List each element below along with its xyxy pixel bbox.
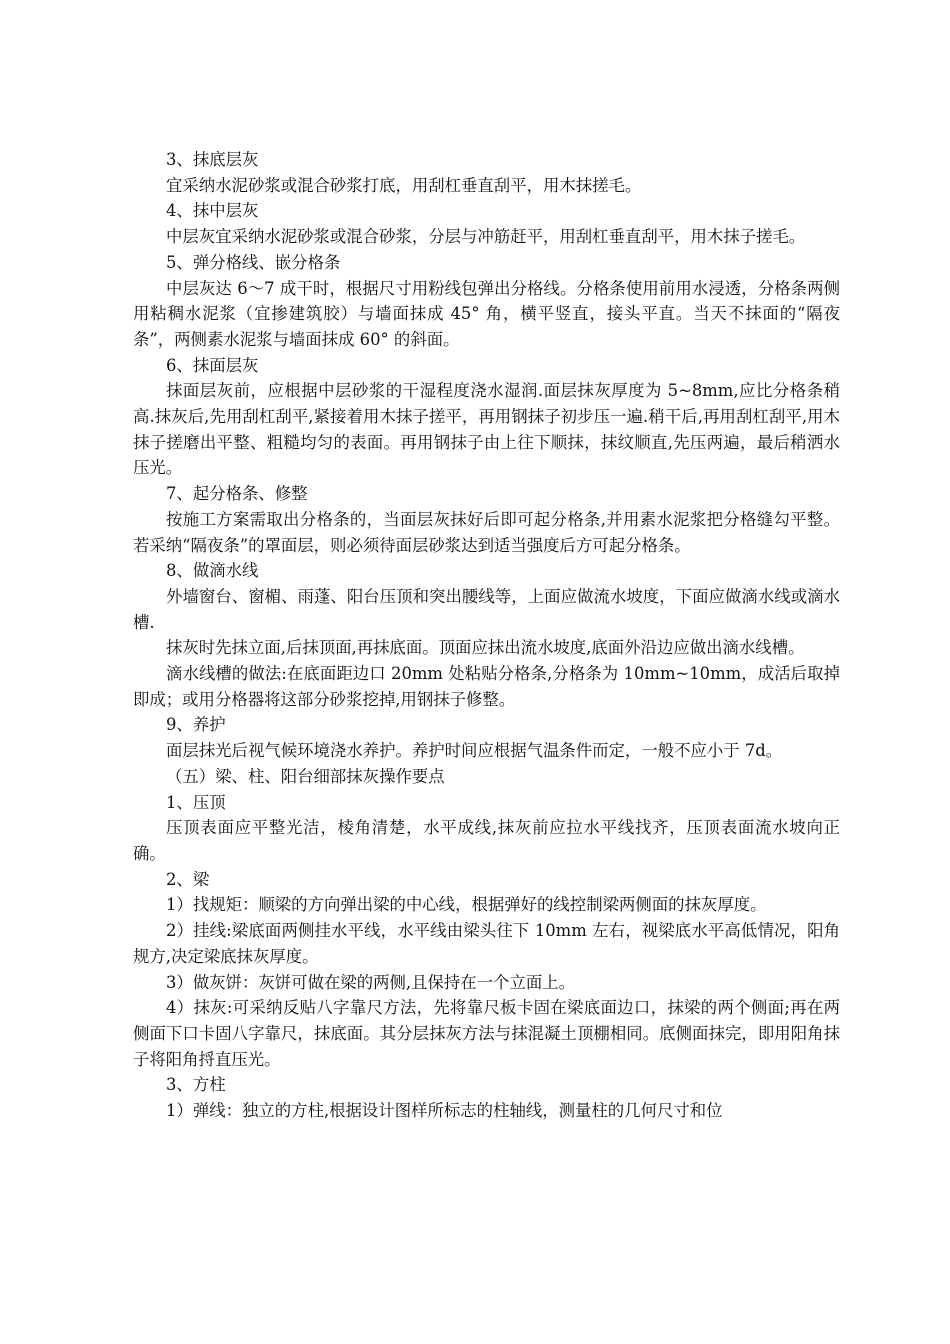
- heading-remove-strips: 7、起分格条、修整: [166, 484, 308, 504]
- heading-base-coat: 3、抹底层灰: [166, 150, 259, 169]
- paragraph-dividing-lines: 中层灰达 6～7 成干时，根据尺寸用粉线包弹出分格线。分格条使用前用水浸透，分格条两侧用粘稠水泥浆（宜掺建筑胶）与墙面抹成 45° 角，横平竖直，接头平直。当天不抹面的“隔夜条”，两侧素水泥浆与墙面抹成 60° 的斜面。: [133, 278, 840, 349]
- paragraph-beam-1: 1）找规矩：顺梁的方向弹出梁的中心线，根据弹好的线控制梁两侧面的抹灰厚度。: [166, 895, 767, 915]
- heading-dividing-lines: 5、弹分格线、嵌分格条: [166, 252, 341, 272]
- paragraph-curing: 面层抹光后视气候环境浇水养护。养护时间应根据气温条件而定，一般不应小于 7d。: [166, 741, 783, 761]
- paragraph-base-coat: 宜采纳水泥砂浆或混合砂浆打底，用刮杠垂直刮平，用木抹搓毛。: [166, 175, 642, 195]
- heading-section-five: （五）梁、柱、阳台细部抹灰操作要点: [166, 766, 445, 786]
- paragraph-drip-line-1: 外墙窗台、窗楣、雨蓬、阳台压顶和突出腰线等，上面应做流水坡度，下面应做滴水线或滴水槽.: [133, 586, 840, 632]
- heading-square-column: 3、方柱: [166, 1075, 226, 1095]
- paragraph-drip-line-2: 抹灰时先抹立面,后抹顶面,再抹底面。顶面应抹出流水坡度,底面外沿边应做出滴水线槽。: [166, 638, 805, 658]
- paragraph-beam-3: 3）做灰饼：灰饼可做在梁的两侧,且保持在一个立面上。: [166, 972, 576, 992]
- paragraph-beam-4: 4）抹灰:可采纳反贴八字靠尺方法，先将靠尺板卡固在梁底面边口，抹梁的两个侧面;再在两侧面下口卡固八字靠尺，抹底面。其分层抹灰方法与抹混凝土顶棚相同。底侧面抹完，即用阳角抹子将阳角捋直压光。: [133, 998, 840, 1069]
- paragraph-beam-2: 2）挂线:梁底面两侧挂水平线，水平线由梁头往下 10mm 左右，视梁底水平高低情况，阳角规方,决定梁底抹灰厚度。: [133, 921, 840, 966]
- heading-middle-coat: 4、抹中层灰: [166, 201, 259, 221]
- paragraph-square-column-1: 1）弹线：独立的方柱,根据设计图样所标志的柱轴线，测量柱的几何尺寸和位: [166, 1101, 723, 1121]
- heading-finish-coat: 6、抹面层灰: [166, 355, 259, 375]
- heading-curing: 9、养护: [166, 715, 226, 735]
- heading-drip-line: 8、做滴水线: [166, 561, 259, 581]
- paragraph-drip-line-3: 滴水线槽的做法:在底面距边口 20mm 处粘贴分格条,分格条为 10mm~10mm，成活后取掉即成；或用分格器将这部分砂浆挖掉,用钢抹子修整。: [133, 664, 840, 709]
- paragraph-coping: 压顶表面应平整光洁，棱角清楚，水平成线,抹灰前应拉水平线找齐，压顶表面流水坡向正确。: [133, 818, 840, 863]
- paragraph-finish-coat: 抹面层灰前，应根据中层砂浆的干湿程度浇水湿润.面层抹灰厚度为 5~8mm,应比分格条稍高.抹灰后,先用刮杠刮平,紧接着用木抹子搓平，再用钢抹子初步压一遍.稍干后,再用刮杠刮平,用木抹子搓磨出平整、粗糙均匀的表面。再用钢抹子由上往下顺抹，抹纹顺直,先压两遍，最后稍洒水压光。: [133, 381, 840, 478]
- document-body: [133, 147, 840, 1124]
- paragraph-remove-strips: 按施工方案需取出分格条的，当面层灰抹好后即可起分格条,并用素水泥浆把分格缝勾平整。若采纳“隔夜条”的罩面层，则必须待面层砂浆达到适当强度后方可起分格条。: [133, 509, 840, 555]
- heading-beam: 2、梁: [166, 869, 210, 889]
- paragraph-middle-coat: 中层灰宜采纳水泥砂浆或混合砂浆，分层与冲筋赶平，用刮杠垂直刮平，用木抹子搓毛。: [166, 227, 806, 247]
- heading-coping: 1、压顶: [166, 792, 226, 812]
